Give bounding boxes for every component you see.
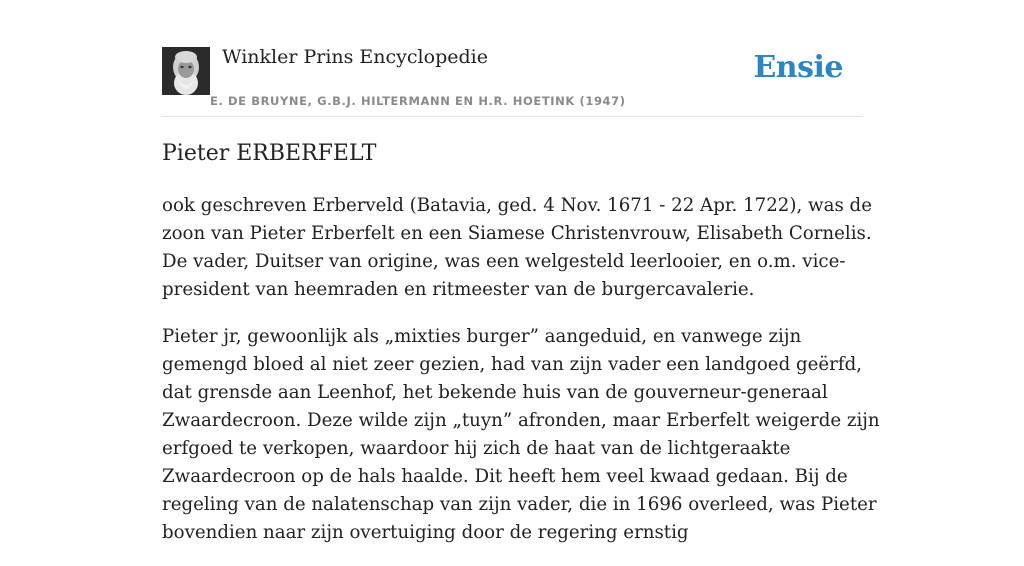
source-header xyxy=(162,46,862,117)
article-paragraph: ook geschreven Erberveld (Batavia, ged. 4 Nov. 1671 - 22 Apr. 1722), was de zoon van Pieter Erberfelt en een Siamese Christenvrouw, Elisabeth Cornelis. De vader, Duitser van origine, was een welgesteld leerlooier, en o.m. vice-president van heemraden en ritmeester van de burgercavalerie. xyxy=(162,195,872,300)
brand-logo[interactable]: Ensie xyxy=(753,50,843,85)
source-title[interactable]: Winkler Prins Encyclopedie xyxy=(222,46,488,68)
article-body xyxy=(162,192,882,566)
article-paragraph: Pieter jr, gewoonlijk als „mixties burger” aangeduid, en vanwege zijn gemengd bloed al niet zeer gezien, had van zijn vader een landgoed geërfd, dat grensde aan Leenhof, het bekende huis van de gouverneur-generaal Zwaardecroon. Deze wilde zijn „tuyn” afronden, maar Erberfelt weigerde zijn erfgoed te verkopen, waardoor hij zich de haat van de lichtgeraakte Zwaardecroon op de hals haalde. Dit heeft hem veel kwaad gedaan. Bij de regeling van de nalatenschap van zijn vader, die in 1696 overleed, was Pieter bovendien naar zijn overtuiging door de regering ernstig xyxy=(162,326,880,543)
source-authors: E. DE BRUYNE, G.B.J. HILTERMANN EN H.R. HOETINK (1947) xyxy=(210,94,626,108)
article-title: Pieter ERBERFELT xyxy=(162,141,377,166)
author-portrait-icon xyxy=(162,47,210,95)
